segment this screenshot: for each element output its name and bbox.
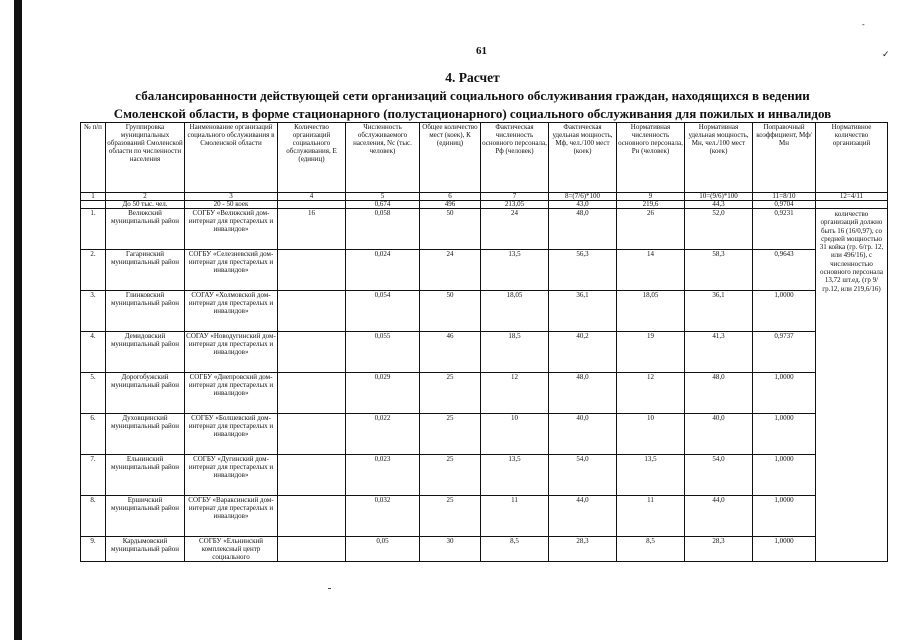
header-cell: Наименование организаций социального обслуживания в Смоленской области [185,123,278,193]
population: 0,023 [346,455,420,496]
actual-capacity: 44,0 [549,496,617,537]
table-row [81,496,888,537]
header-cell: Численность обслуживаемого населения, Nc (тыс. человек) [346,123,420,193]
correction-coef: 1,0000 [753,291,816,332]
district-name: Гагаринский муниципальный район [106,250,185,291]
table-row [81,414,888,455]
header-cell: Нормативная удельная мощность, Мн, чел./100 мест (коек) [685,123,753,193]
title-line-3: Смоленской области, в форме стационарного (полустационарного) социального обслуживания для пожилых и инвалидов [113,106,832,121]
header-cell: Фактическая удельная мощность, Мф, чел./100 мест (коек) [549,123,617,193]
section-title: 4. Расчет [445,70,500,85]
correction-coef: 1,0000 [753,373,816,414]
population: 0,058 [346,209,420,250]
column-number: 7 [481,193,549,201]
actual-capacity: 36,1 [549,291,617,332]
population: 0,024 [346,250,420,291]
beds-count: 50 [420,209,481,250]
group-cell: 44,3 [685,201,753,209]
organization-count [278,455,346,496]
beds-count: 30 [420,537,481,562]
organization-count [278,291,346,332]
group-cell [816,201,888,209]
group-cell: 43,0 [549,201,617,209]
group-cell: До 50 тыс. чел. [106,201,185,209]
correction-coef: 0,9231 [753,209,816,250]
organization-count [278,496,346,537]
norm-staff: 12 [617,373,685,414]
column-number: 5 [346,193,420,201]
table-row [81,332,888,373]
norm-capacity: 58,3 [685,250,753,291]
norm-capacity: 52,0 [685,209,753,250]
actual-staff: 18,05 [481,291,549,332]
correction-coef: 0,9643 [753,250,816,291]
beds-count: 50 [420,291,481,332]
actual-staff: 11 [481,496,549,537]
row-number: 4. [81,332,106,373]
column-number: 8=(7/6)*100 [549,193,617,201]
population: 0,054 [346,291,420,332]
population: 0,029 [346,373,420,414]
actual-staff: 10 [481,414,549,455]
beds-count: 24 [420,250,481,291]
row-number: 2. [81,250,106,291]
organization-name: СОГБУ «Болшевский дом-интернат для престарелых и инвалидов» [185,414,278,455]
actual-capacity: 28,3 [549,537,617,562]
organization-name: СОГБУ «Велижский дом-интернат для престарелых и инвалидов» [185,209,278,250]
norm-staff: 10 [617,414,685,455]
norm-capacity: 41,3 [685,332,753,373]
column-number: 4 [278,193,346,201]
norm-staff: 18,05 [617,291,685,332]
column-number: 6 [420,193,481,201]
norm-staff: 26 [617,209,685,250]
header-row [81,123,888,193]
population: 0,05 [346,537,420,562]
actual-capacity: 40,2 [549,332,617,373]
calculation-table [80,122,888,562]
organization-name: СОГАУ «Холмовской дом-интернат для престарелых и инвалидов» [185,291,278,332]
column-number: 11=8/10 [753,193,816,201]
scan-mark: - [862,20,865,29]
organization-name: СОГБУ «Селезневский дом-интернат для престарелых и инвалидов» [185,250,278,291]
organization-name: СОГАУ «Новодугинский дом-интернат для престарелых и инвалидов» [185,332,278,373]
district-name: Глинковский муниципальный район [106,291,185,332]
row-number: 7. [81,455,106,496]
norm-staff: 8,5 [617,537,685,562]
actual-staff: 12 [481,373,549,414]
table-row [81,373,888,414]
header-cell: Поправочный коэффициент, Мф/Мн [753,123,816,193]
group-cell: 0,9704 [753,201,816,209]
group-summary-row [81,201,888,209]
district-name: Велижский муниципальный район [106,209,185,250]
group-cell: 219,6 [617,201,685,209]
district-name: Кардымовский муниципальный район [106,537,185,562]
actual-staff: 8,5 [481,537,549,562]
actual-staff: 13,5 [481,250,549,291]
actual-staff: 13,5 [481,455,549,496]
organization-count [278,537,346,562]
norm-staff: 13,5 [617,455,685,496]
district-name: Духовщинский муниципальный район [106,414,185,455]
actual-staff: 18,5 [481,332,549,373]
norm-capacity: 54,0 [685,455,753,496]
organization-count [278,373,346,414]
column-number: 9 [617,193,685,201]
district-name: Ельнинский муниципальный район [106,455,185,496]
header-cell: Общее количество мест (коек), К (единиц) [420,123,481,193]
beds-count: 25 [420,373,481,414]
row-number: 9. [81,537,106,562]
organization-count [278,250,346,291]
organization-count: 16 [278,209,346,250]
correction-coef: 1,0000 [753,414,816,455]
correction-coef: 1,0000 [753,496,816,537]
row-number: 3. [81,291,106,332]
header-cell: Нормативное количество организаций [816,123,888,193]
organization-count [278,414,346,455]
scan-edge-bar [14,0,22,640]
group-cell [278,201,346,209]
beds-count: 25 [420,496,481,537]
table-row [81,250,888,291]
actual-capacity: 48,0 [549,209,617,250]
row-number: 1. [81,209,106,250]
title-line-2: сбалансированности действующей сети организаций социального обслуживания граждан, находящихся в ведении [135,88,810,103]
table-row [81,209,888,250]
organization-name: СОГБУ «Днепровский дом-интернат для престарелых и инвалидов» [185,373,278,414]
header-cell: № п/п [81,123,106,193]
organization-name: СОГБУ «Вараксинский дом-интернат для престарелых и инвалидов» [185,496,278,537]
header-cell: Количество организаций социального обслуживания, Е (единиц) [278,123,346,193]
column-number-row [81,193,888,201]
norm-capacity: 44,0 [685,496,753,537]
norm-staff: 19 [617,332,685,373]
table-row [81,291,888,332]
row-number: 5. [81,373,106,414]
norm-capacity: 28,3 [685,537,753,562]
column-number: 12=4/11 [816,193,888,201]
norm-staff: 14 [617,250,685,291]
actual-capacity: 54,0 [549,455,617,496]
scan-speck [328,588,331,589]
group-cell: 20 - 50 коек [185,201,278,209]
norm-capacity: 40,0 [685,414,753,455]
header-cell: Нормативная численность основного персонала, Рн (человек) [617,123,685,193]
population: 0,032 [346,496,420,537]
norm-capacity: 48,0 [685,373,753,414]
column-number: 1 [81,193,106,201]
row-number: 8. [81,496,106,537]
correction-coef: 1,0000 [753,537,816,562]
district-name: Ершичский муниципальный район [106,496,185,537]
column-number: 3 [185,193,278,201]
organization-name: СОГБУ «Ельнинский комплексный центр социального [185,537,278,562]
group-cell: 0,674 [346,201,420,209]
check-mark: ✓ [882,49,890,59]
correction-coef: 0,9737 [753,332,816,373]
beds-count: 46 [420,332,481,373]
table-row [81,537,888,562]
page-number: 61 [476,45,487,57]
column-number: 10=(9/6)*100 [685,193,753,201]
normative-note: количество организаций должно быть 16 (16/0,97), со средней мощностью 31 койка (гр. 6/гр. 12, или 496/16), с численностью основного персонала 13,72 шт.ед. (гр 9/гр.12, или 219,6/16) [816,209,888,562]
group-cell [81,201,106,209]
header-cell: Фактическая численность основного персонала, Рф (человек) [481,123,549,193]
row-number: 6. [81,414,106,455]
table-row [81,455,888,496]
norm-capacity: 36,1 [685,291,753,332]
actual-capacity: 56,3 [549,250,617,291]
organization-count [278,332,346,373]
header-cell: Группировка муниципальных образований Смоленской области по численности населения [106,123,185,193]
organization-name: СОГБУ «Дугинский дом-интернат для престарелых и инвалидов» [185,455,278,496]
population: 0,022 [346,414,420,455]
beds-count: 25 [420,455,481,496]
actual-capacity: 48,0 [549,373,617,414]
district-name: Дорогобужский муниципальный район [106,373,185,414]
population: 0,055 [346,332,420,373]
actual-staff: 24 [481,209,549,250]
district-name: Демидовский муниципальный район [106,332,185,373]
column-number: 2 [106,193,185,201]
actual-capacity: 40,0 [549,414,617,455]
beds-count: 25 [420,414,481,455]
correction-coef: 1,0000 [753,455,816,496]
norm-staff: 11 [617,496,685,537]
group-cell: 496 [420,201,481,209]
group-cell: 213,05 [481,201,549,209]
